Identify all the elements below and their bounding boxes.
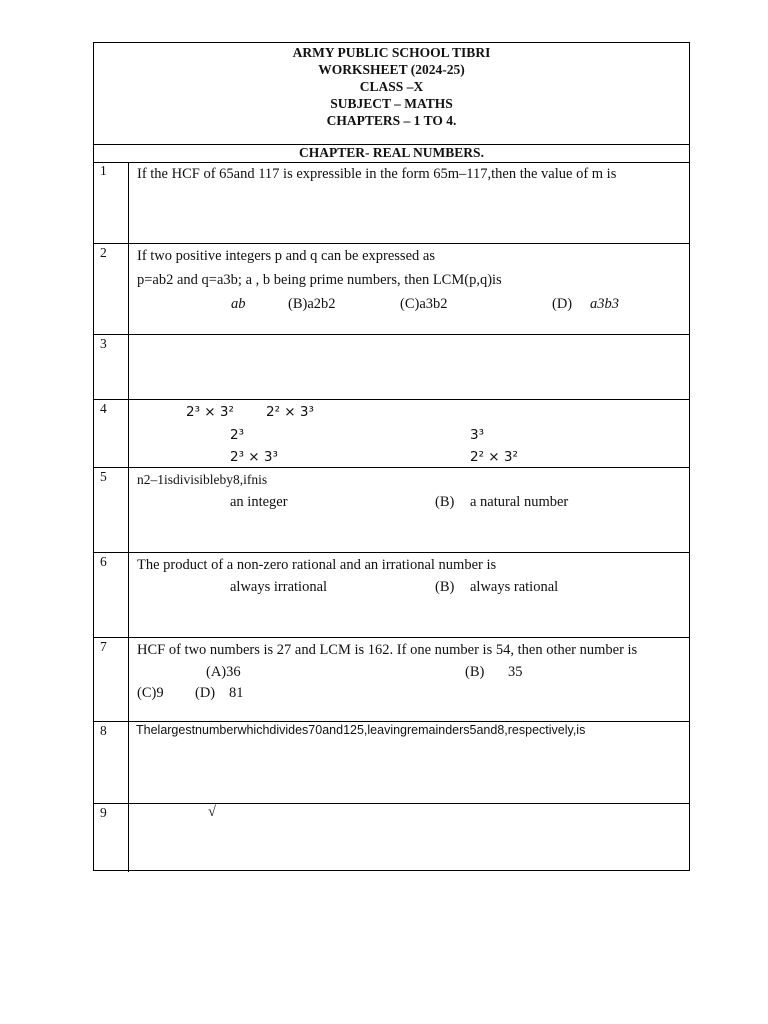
question-number: 3 <box>94 335 129 399</box>
option-b: (B)a2b2 <box>288 296 336 312</box>
question-row <box>94 244 689 335</box>
question-number: 5 <box>94 468 129 552</box>
question-row <box>94 162 689 244</box>
question-text: If the HCF of 65and 117 is expressible in the form 65m–117,then the value of m is <box>137 166 617 182</box>
option-d: 81 <box>229 685 244 701</box>
question-row <box>94 804 689 872</box>
option-a: an integer <box>230 494 288 510</box>
option-expression: 2³ × 3² <box>186 404 234 420</box>
option-a: ab <box>231 296 246 312</box>
question-row <box>94 722 689 804</box>
option-b: 35 <box>508 664 523 680</box>
chapters-label: CHAPTERS – 1 TO 4. <box>326 113 457 128</box>
option-b: a natural number <box>470 494 569 510</box>
question-number: 2 <box>94 244 129 334</box>
option-b-label: (B) <box>435 579 455 595</box>
option-b-label: (B) <box>435 494 455 510</box>
question-number: 8 <box>94 722 129 803</box>
question-text: HCF of two numbers is 27 and LCM is 162. If one number is 54, then other number is <box>137 642 638 658</box>
option-expression: 2³ <box>230 427 245 443</box>
question-row <box>94 468 689 553</box>
option-b-label: (B) <box>465 664 485 680</box>
question-row <box>94 638 689 722</box>
question-row <box>94 553 689 638</box>
option-a: (A)36 <box>206 664 241 680</box>
option-d: a3b3 <box>590 296 619 312</box>
question-number: 7 <box>94 638 129 721</box>
school-name: ARMY PUBLIC SCHOOL TIBRI <box>292 45 491 60</box>
chapter-title: CHAPTER- REAL NUMBERS. <box>94 144 689 163</box>
worksheet-header <box>94 43 689 145</box>
worksheet-table <box>93 42 690 871</box>
worksheet-title: WORKSHEET (2024-25) <box>318 62 465 77</box>
option-c: (C)9 <box>137 685 164 701</box>
question-number: 4 <box>94 400 129 467</box>
question-text: Thelargestnumberwhichdivides70and125,leavingremainders5and8,respectively,is <box>136 723 586 737</box>
option-expression: 2² × 3² <box>470 449 518 465</box>
option-d-label: (D) <box>195 685 216 701</box>
question-text-line2: p=ab2 and q=a3b; a , b being prime numbers, then LCM(p,q)is <box>137 272 502 288</box>
class-label: CLASS –X <box>359 79 424 94</box>
question-text: If two positive integers p and q can be expressed as <box>137 248 435 264</box>
option-b: always rational <box>470 579 559 595</box>
question-row <box>94 400 689 468</box>
subject-label: SUBJECT – MATHS <box>330 96 453 111</box>
question-number: 6 <box>94 553 129 637</box>
option-d-label: (D) <box>552 296 573 312</box>
option-a: always irrational <box>230 579 328 595</box>
question-text: The product of a non-zero rational and an irrational number is <box>137 557 497 573</box>
option-expression: 2³ × 3³ <box>230 449 278 465</box>
option-expression: 3³ <box>470 427 485 443</box>
question-text: n2–1isdivisibleby8,ifnis <box>137 472 268 487</box>
sqrt-symbol: √ <box>208 804 216 820</box>
question-row <box>94 335 689 400</box>
option-c: (C)a3b2 <box>400 296 448 312</box>
question-number: 9 <box>94 804 129 872</box>
option-expression: 2² × 3³ <box>266 404 314 420</box>
question-number: 1 <box>94 162 129 243</box>
